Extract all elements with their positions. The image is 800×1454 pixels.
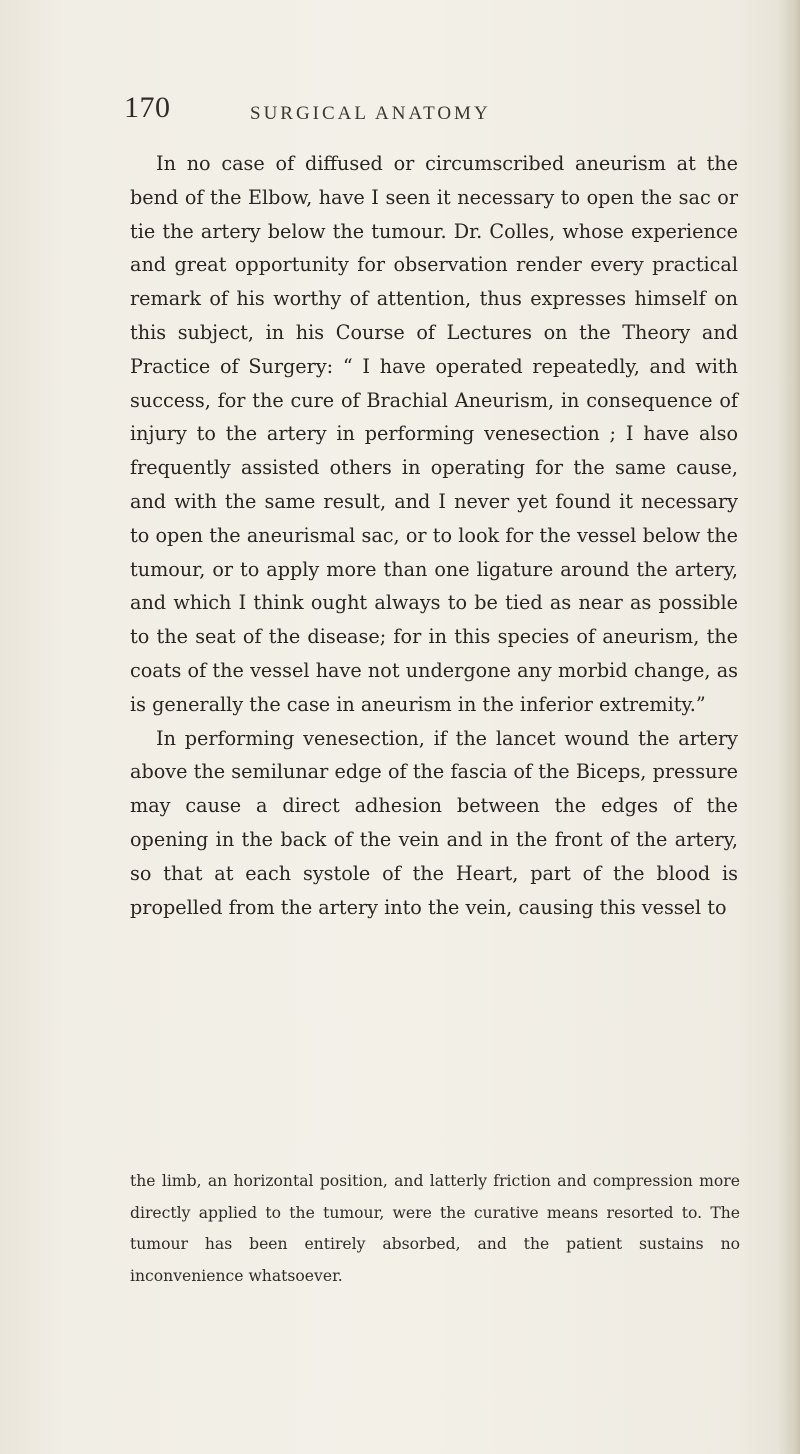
main-text [130, 147, 738, 924]
running-head: SURGICAL ANATOMY [250, 103, 491, 124]
footnote [130, 1166, 740, 1292]
page-edge-shadow [778, 0, 800, 1454]
page-header [124, 88, 744, 148]
paragraph-2: In performing venesection, if the lancet wound the artery above the semilunar edge of the fascia of the Biceps, pressure may cause a direct adhesion between the edges of the opening in the back of the vein and in the front of the artery, so that at each systole of the Heart, part of the blood is propelled from the artery into the vein, causing this vessel to [130, 726, 738, 919]
footnote-text: the limb, an horizontal position, and latterly friction and compression more directly applied to the tumour, were the curative means resorted to. The tumour has been entirely absorbed, and the patient sustains no inconvenience whatsoever. [130, 1172, 740, 1285]
paragraph-1: In no case of diffused or circumscribed aneurism at the bend of the Elbow, have I seen it necessary to open the sac or tie the artery below the tumour. Dr. Colles, whose experience and great opportunity for observation render every practical remark of his worthy of attention, thus expresses himself on this subject, in his Course of Lectures on the Theory and Practice of Surgery: “ I have operated repeatedly, and with success, for the cure of Brachial Aneurism, in consequence of injury to the artery in performing venesection ; I have also frequently assisted others in operating for the same cause, and with the same result, and I never yet found it necessary to open the aneurismal sac, or to look for the vessel below the tumour, or to apply more than one ligature around the artery, and which I think ought always to be tied as near as possible to the seat of the disease; for in this species of aneurism, the coats of the vessel have not undergone any morbid change, as is generally the case in aneurism in the inferior extremity.” [130, 152, 738, 716]
page-number: 170 [124, 91, 171, 124]
